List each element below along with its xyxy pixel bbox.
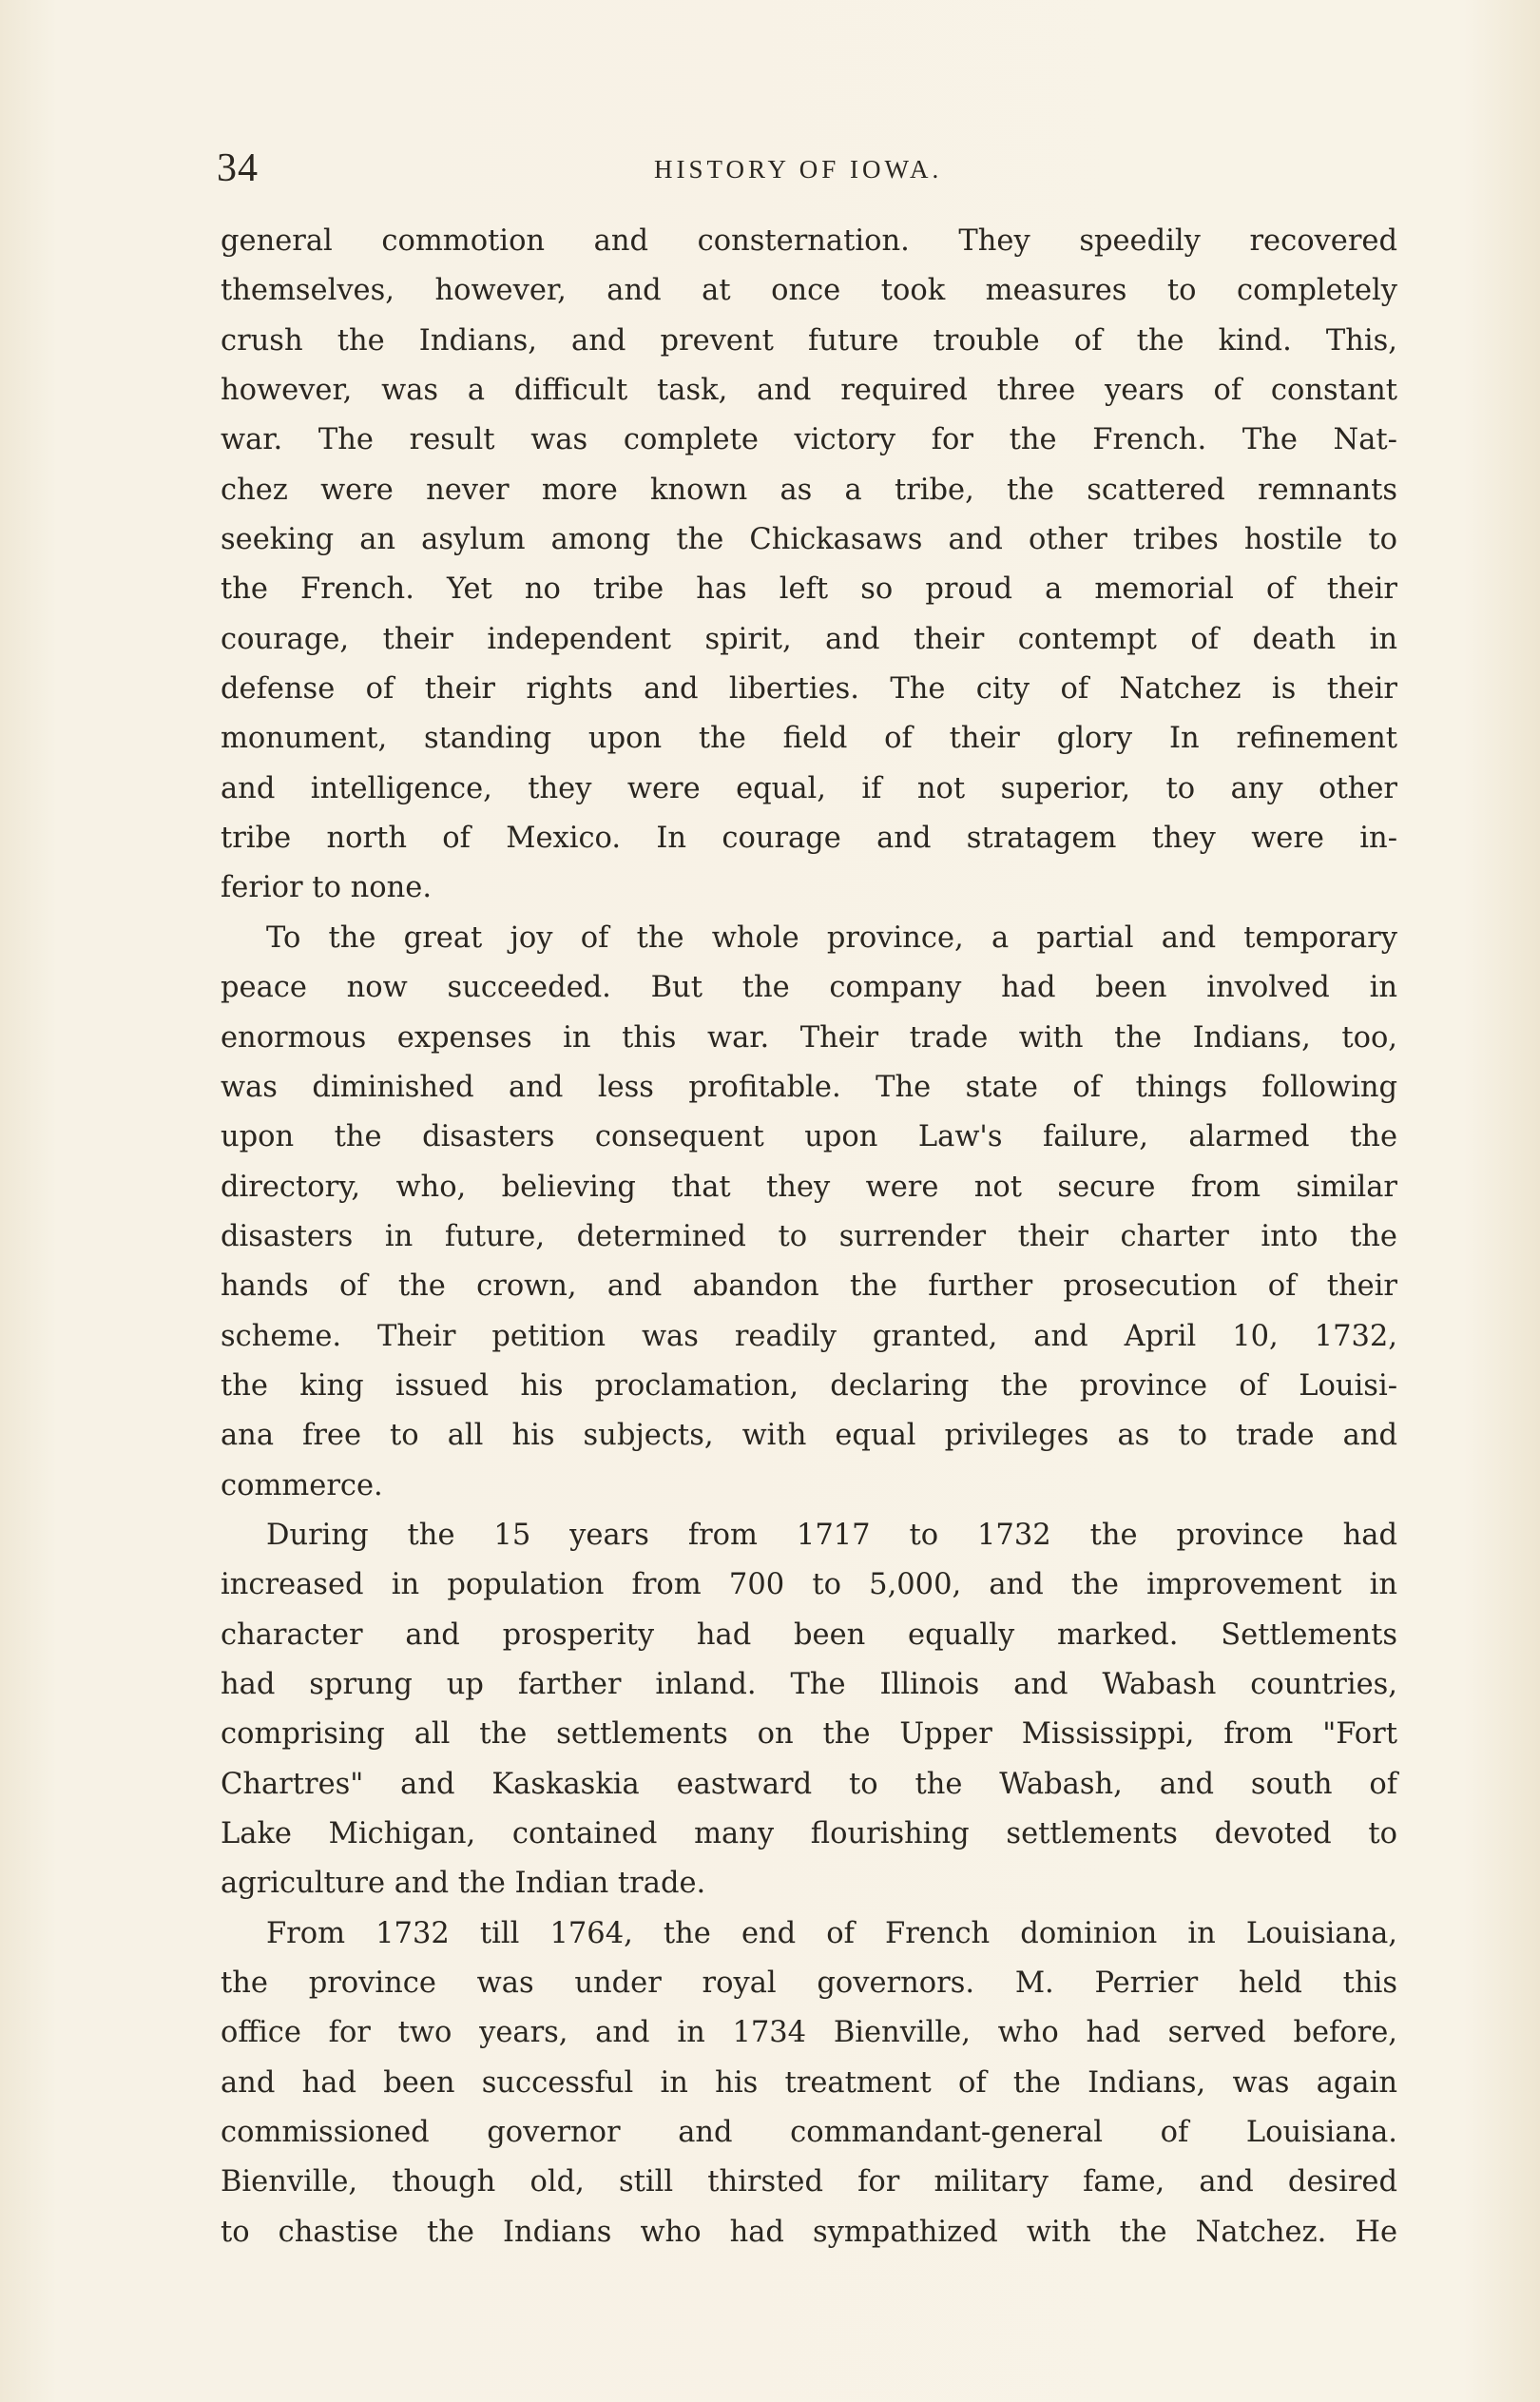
text-line: and had been successful in his treatment of the Indians, was again [221,2065,1397,2100]
text-line: hands of the crown, and abandon the further prosecution of their [221,1269,1397,1304]
text-line: peace now succeeded. But the company had been involved in [221,971,1397,1005]
text-line: to chastise the Indians who had sympathized with the Natchez. He [221,2215,1397,2249]
text-line: enormous expenses in this war. Their trade with the Indians, too, [221,1020,1397,1055]
running-head [217,145,1396,192]
text-line: defense of their rights and liberties. The city of Natchez is their [221,672,1397,707]
text-line: Chartres" and Kaskaskia eastward to the Wabash, and south of [221,1767,1397,1801]
text-line: commissioned governor and commandant-general of Louisiana. [221,2116,1397,2150]
body-text [221,217,1397,2257]
text-line: the province was under royal governors. M. Perrier held this [221,1966,1397,2001]
text-line: office for two years, and in 1734 Bienville, who had served before, [221,2016,1397,2050]
text-line: Bienville, though old, still thirsted for military fame, and desired [221,2165,1397,2199]
text-line: increased in population from 700 to 5,000, and the improvement in [221,1568,1397,1602]
text-line: ana free to all his subjects, with equal privileges as to trade and [221,1419,1397,1453]
text-line: courage, their independent spirit, and their contempt of death in [221,622,1397,656]
text-line: agriculture and the Indian trade. [221,1867,706,1901]
text-line: was diminished and less profitable. The state of things following [221,1070,1397,1104]
text-line: scheme. Their petition was readily granted, and April 10, 1732, [221,1319,1397,1353]
text-line: and intelligence, they were equal, if not superior, to any other [221,771,1397,805]
text-line: the French. Yet no tribe has left so proud a memorial of their [221,572,1397,607]
text-line: themselves, however, and at once took measures to completely [221,274,1397,308]
text-line: During the 15 years from 1717 to 1732 the province had [266,1518,1397,1552]
text-line: chez were never more known as a tribe, the scattered remnants [221,473,1397,507]
text-line: From 1732 till 1764, the end of French dominion in Louisiana, [266,1916,1397,1950]
text-line: however, was a difficult task, and required three years of constant [221,374,1397,408]
text-line: seeking an asylum among the Chickasaws and other tribes hostile to [221,523,1397,557]
paragraph-first-line [221,914,1397,963]
text-line: comprising all the settlements on the Upper Mississippi, from "Fort [221,1717,1397,1752]
text-line: directory, who, believing that they were not secure from similar [221,1170,1397,1204]
text-line: war. The result was complete victory for the French. The Nat- [221,423,1397,457]
text-line: general commotion and consternation. They speedily recovered [221,224,1397,258]
text-line: crush the Indians, and prevent future trouble of the kind. This, [221,323,1397,358]
text-line: commerce. [221,1468,383,1502]
text-line: the king issued his proclamation, declaring the province of Louisi- [221,1368,1397,1403]
paragraph-first-line [221,1511,1397,1560]
text-line: tribe north of Mexico. In courage and stratagem they were in- [221,822,1397,856]
text-line: upon the disasters consequent upon Law's failure, alarmed the [221,1120,1397,1154]
page-title: HISTORY OF IOWA. [654,155,943,184]
text-line: character and prosperity had been equally marked. Settlements [221,1617,1397,1652]
text-line: monument, standing upon the field of their glory In refinement [221,722,1397,756]
paragraph-first-line [221,1909,1397,1959]
text-line: had sprung up farther inland. The Illinois and Wabash countries, [221,1667,1397,1701]
text-line: To the great joy of the whole province, a partial and temporary [266,920,1397,955]
text-line: Lake Michigan, contained many flourishing settlements devoted to [221,1817,1397,1850]
page-number: 34 [217,146,259,190]
text-line: disasters in future, determined to surrender their charter into the [221,1219,1397,1253]
text-line: ferior to none. [221,871,433,905]
